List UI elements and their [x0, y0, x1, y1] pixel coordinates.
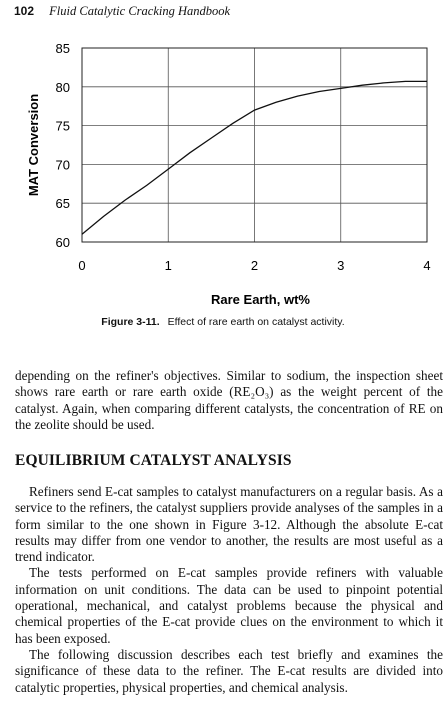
y-tick-label: 85: [55, 41, 70, 56]
x-tick-label: 1: [164, 258, 172, 273]
y-tick-label: 70: [55, 157, 70, 173]
section-body: [15, 484, 443, 696]
book-title: Fluid Catalytic Cracking Handbook: [49, 4, 231, 18]
paragraph-2: The tests performed on E-cat samples provide refiners with valuable information on unit conditions. The data can be used to pinpoint potential operational, mechanical, and catalyst problems because the physical and chemical properties of the E-cat provide clues on the environment to which it has been exposed.: [15, 565, 443, 646]
chart-grid: [82, 48, 427, 242]
x-tick-labels: [78, 258, 430, 273]
page-number: 102: [14, 4, 35, 18]
figure-caption-text: Effect of rare earth on catalyst activity.: [167, 316, 345, 328]
x-tick-label: 2: [250, 258, 259, 273]
y-axis-label: MAT Conversion: [26, 93, 41, 197]
y-tick-label: 65: [55, 196, 70, 212]
running-head: [14, 4, 230, 19]
x-axis-label: Rare Earth, wt%: [211, 292, 310, 307]
y-tick-label: 60: [55, 235, 70, 250]
section-heading: EQUILIBRIUM CATALYST ANALYSIS: [15, 452, 292, 469]
y-tick-label: 75: [55, 118, 70, 134]
paragraph-3: The following discussion describes each test briefly and examines the significance of these data to the refiner. The E-cat results are divided into catalytic properties, physical properties, and chemical analysis.: [15, 646, 443, 695]
x-tick-label: 3: [337, 258, 345, 273]
paragraph-continued: depending on the refiner's objectives. Similar to sodium, the inspection sheet shows rare earth or rare earth oxide (RE₂O₃) as the weight percent of the catalyst. Again, when comparing different catalysts, the concentration of RE on the zeolite should be used.: [15, 368, 443, 432]
y-tick-label: 80: [55, 79, 70, 95]
continued-paragraph: [15, 368, 443, 433]
figure-label: Figure 3-11.: [101, 316, 160, 328]
figure-caption: [0, 316, 446, 328]
paragraph-1: Refiners send E-cat samples to catalyst manufacturers on a regular basis. As a service to the refiners, the catalyst suppliers provide analyses of the samples in a form similar to the one shown in Figure 3-12. Although the absolute E-cat results may differ from one vendor to another, the results are most useful as a trend indicator.: [15, 484, 443, 565]
x-tick-label: 0: [78, 258, 86, 273]
rare-earth-chart: [0, 30, 446, 312]
y-tick-labels: [56, 41, 70, 250]
x-tick-label: 4: [423, 258, 431, 273]
